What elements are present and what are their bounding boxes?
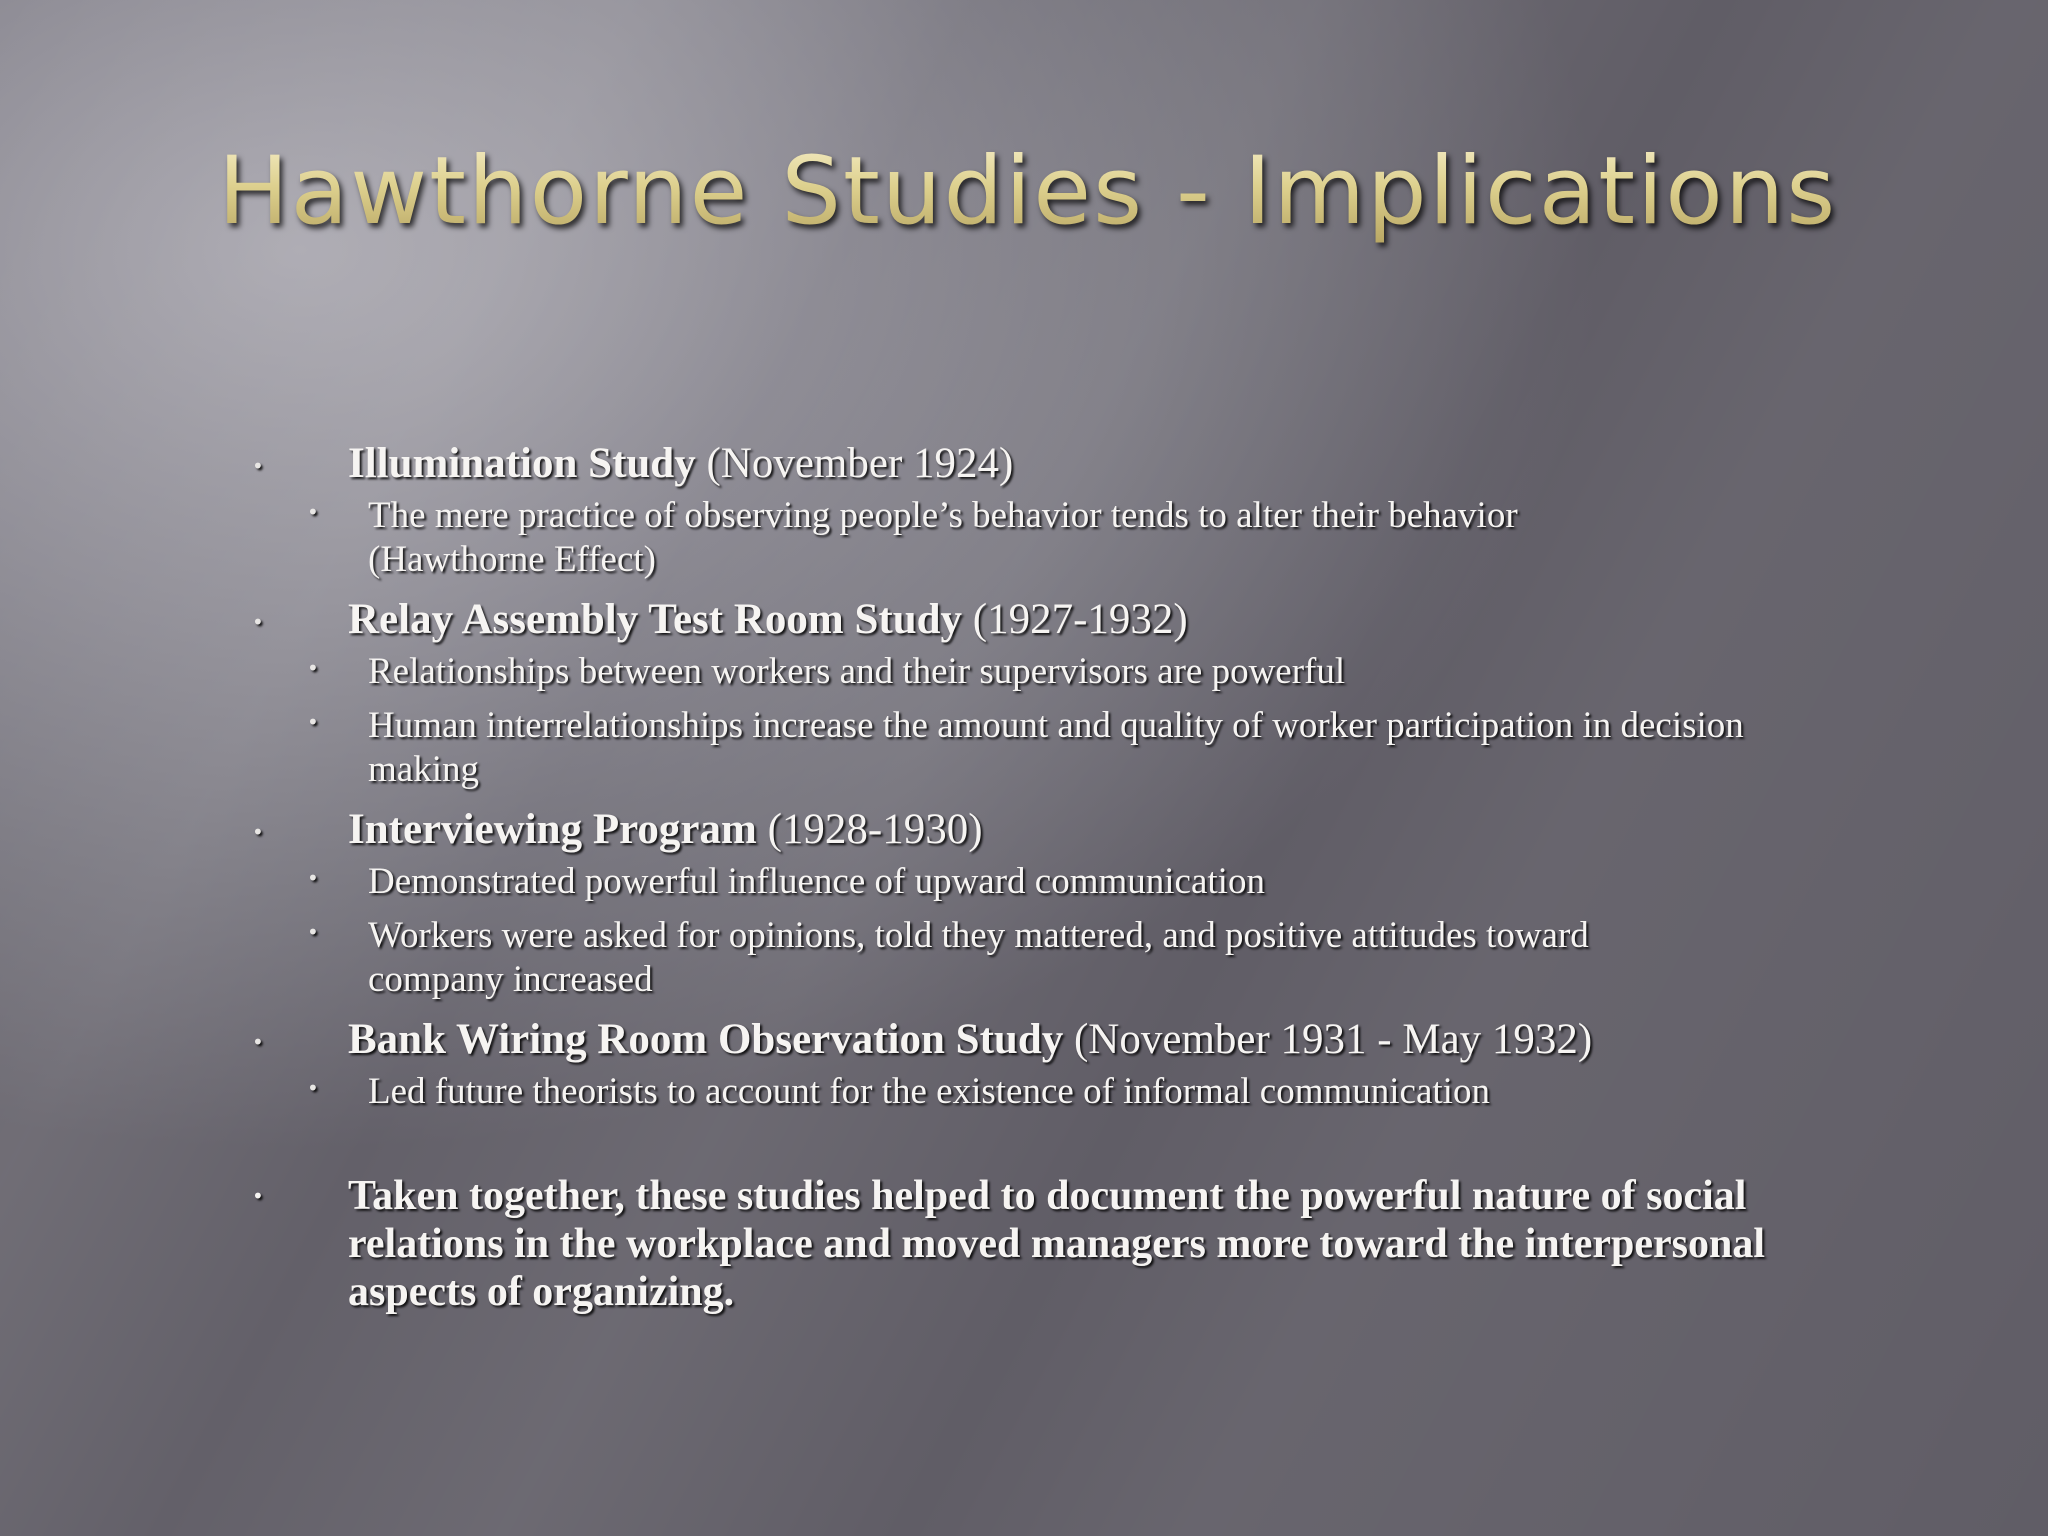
study-name: Relay Assembly Test Room Study	[348, 596, 963, 643]
bullet-icon: •	[307, 920, 319, 944]
sub-bullet-list	[252, 1070, 1852, 1114]
bullet-icon: •	[307, 656, 319, 680]
study-date: (1927-1932)	[972, 596, 1188, 643]
bullet-icon: •	[252, 610, 264, 634]
sub-bullet-item	[252, 650, 1852, 694]
sub-bullet-item	[252, 494, 1658, 582]
study-date: (November 1931 - May 1932)	[1073, 1016, 1593, 1063]
bullet-icon: •	[307, 500, 319, 524]
sub-bullet-text: Demonstrated powerful influence of upward communication	[368, 861, 1265, 902]
bullet-item-relay-assembly-study	[252, 592, 1852, 648]
sub-bullet-item	[252, 1070, 1852, 1114]
sub-bullet-item	[252, 704, 1808, 792]
bullet-icon: •	[252, 1184, 264, 1208]
sub-bullet-text: Human interrelationships increase the amount and quality of worker participation in decision making	[368, 705, 1744, 790]
bullet-item-interviewing-program	[252, 802, 1852, 858]
bullet-icon: •	[307, 1076, 319, 1100]
bullet-icon: •	[307, 866, 319, 890]
bullet-item-illumination-study	[252, 436, 1852, 492]
study-name: Illumination Study	[348, 440, 696, 487]
conclusion-text: Taken together, these studies helped to document the powerful nature of social relations in the workplace and moved managers more toward the interpersonal aspects of organizing.	[348, 1173, 1766, 1315]
sub-bullet-item	[252, 860, 1852, 904]
slide-content	[252, 436, 1852, 1316]
sub-bullet-list	[252, 650, 1852, 792]
conclusion-bullet	[252, 1172, 1808, 1316]
bullet-icon: •	[252, 1030, 264, 1054]
study-name: Interviewing Program	[348, 806, 757, 853]
sub-bullet-text: The mere practice of observing people’s behavior tends to alter their behavior (Hawthorne Effect)	[368, 495, 1518, 580]
study-date: (November 1924)	[706, 440, 1014, 487]
sub-bullet-list	[252, 494, 1852, 582]
slide-title: Hawthorne Studies - Implications	[218, 140, 2018, 243]
sub-bullet-item	[252, 914, 1698, 1002]
bullet-item-bank-wiring-study	[252, 1012, 1852, 1068]
study-name: Bank Wiring Room Observation Study	[348, 1016, 1064, 1063]
sub-bullet-text: Relationships between workers and their supervisors are powerful	[368, 651, 1346, 692]
sub-bullet-text: Led future theorists to account for the existence of informal communication	[368, 1071, 1490, 1112]
bullet-icon: •	[252, 820, 264, 844]
bullet-icon: •	[307, 710, 319, 734]
bullet-icon: •	[252, 454, 264, 478]
study-date: (1928-1930)	[767, 806, 983, 853]
sub-bullet-text: Workers were asked for opinions, told they mattered, and positive attitudes toward company increased	[368, 915, 1589, 1000]
sub-bullet-list	[252, 860, 1852, 1002]
